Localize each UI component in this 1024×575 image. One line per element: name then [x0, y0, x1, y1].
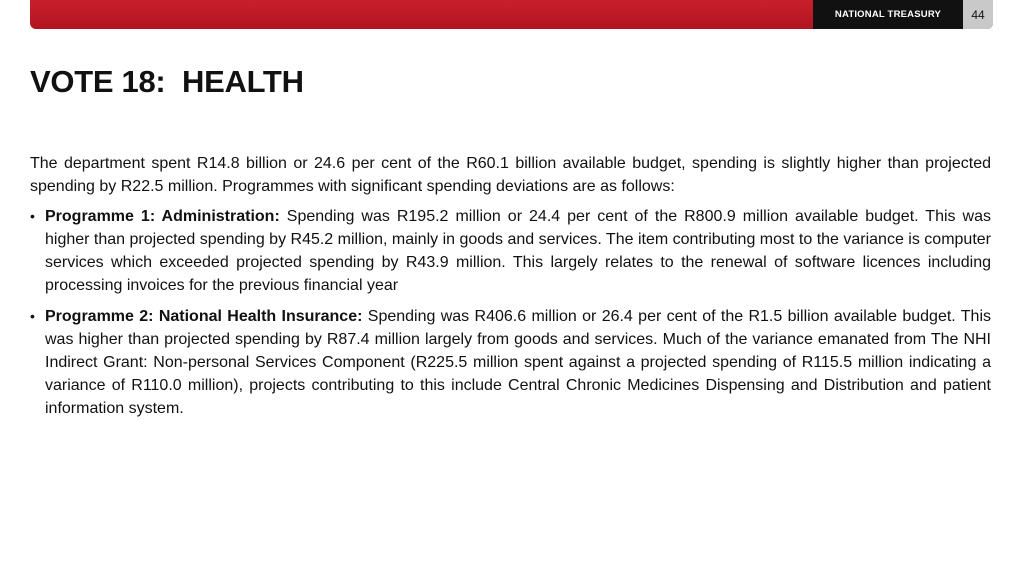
bullet-icon: •: [30, 308, 35, 324]
bullet-icon: •: [30, 208, 35, 224]
programme-label: Programme 2: National Health Insurance:: [45, 308, 363, 325]
brand-label: NATIONAL TREASURY: [813, 0, 963, 29]
programme-text: Spending was R195.2 million or 24.4 per cent of the R800.9 million available budget. This was higher than projected spending by R45.2 million, mainly in goods and services. The item contributing most to the variance is computer services which exceeded projected spending by R43.9 million. This largely relates to the renewal of software licences including processing invoices for the previous financial year: [45, 208, 991, 294]
list-item: [30, 305, 991, 420]
programme-label: Programme 1: Administration:: [45, 208, 280, 225]
slide-body: [30, 152, 991, 428]
intro-paragraph: The department spent R14.8 billion or 24.6 per cent of the R60.1 billion available budget, spending is slightly higher than projected spending by R22.5 million. Programmes with significant spending deviations are as follows:: [30, 155, 991, 195]
page-number: 44: [963, 0, 993, 29]
slide-title: VOTE 18: HEALTH: [30, 64, 304, 99]
programme-list: [30, 205, 991, 420]
programme-text: Spending was R406.6 million or 26.4 per cent of the R1.5 billion available budget. This was higher than projected spending by R87.4 million largely from goods and services. Much of the variance emanated from The NHI Indirect Grant: Non-personal Services Component (R225.5 million spent against a projected spending of R115.5 million indicating a variance of R110.0 million), projects contributing to this include Central Chronic Medicines Dispensing and Distribution and patient information system.: [45, 308, 992, 417]
list-item: [30, 205, 991, 297]
